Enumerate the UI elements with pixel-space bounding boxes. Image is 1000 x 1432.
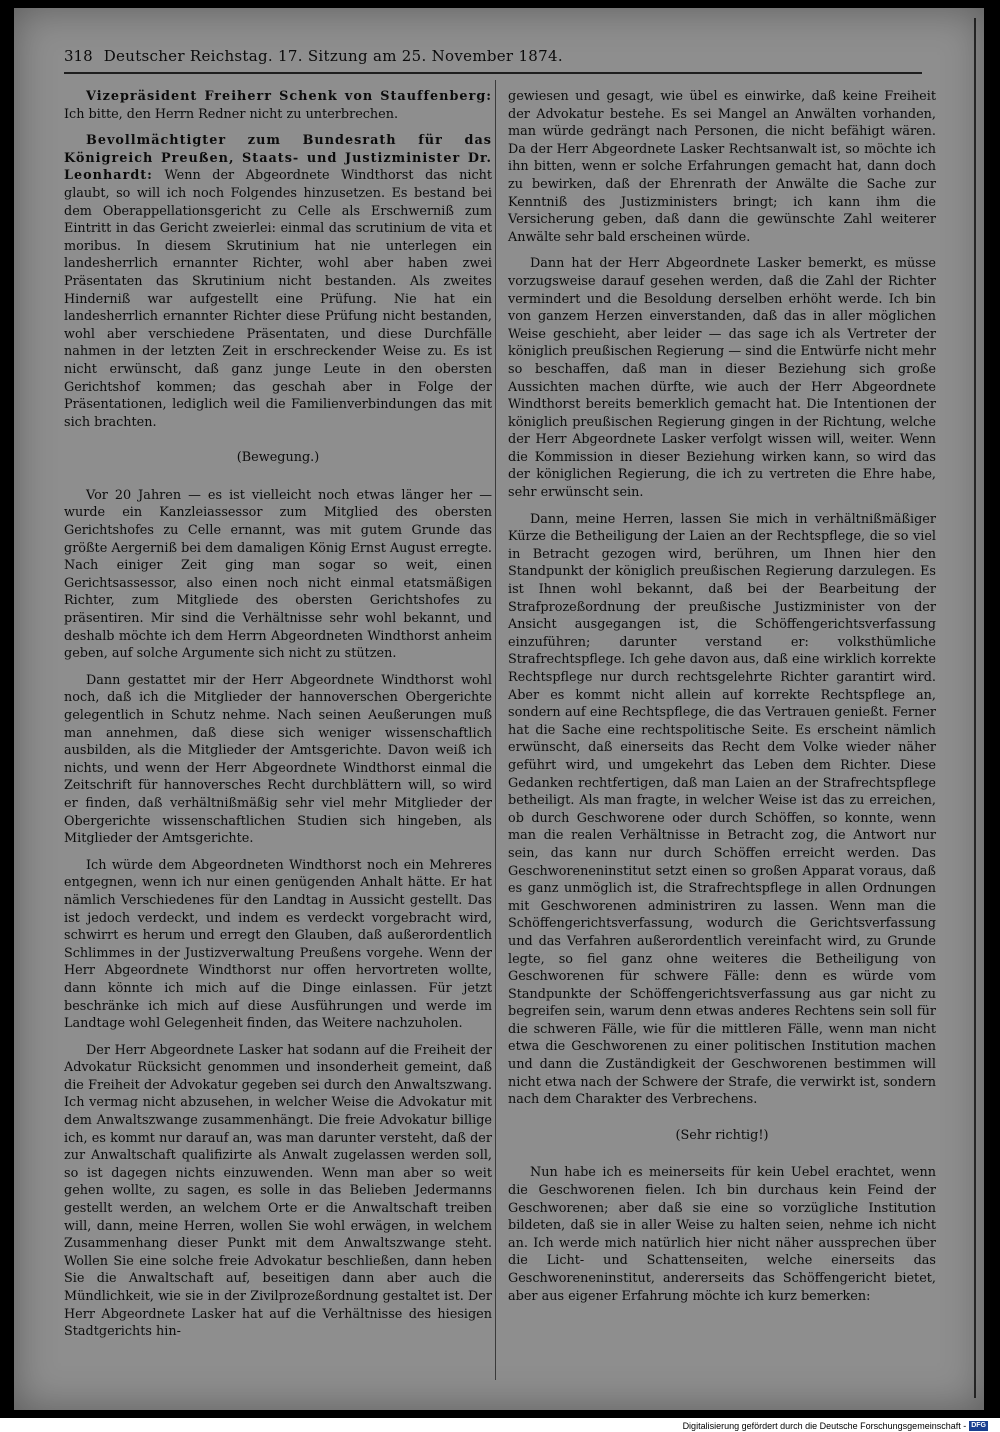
newspaper-page	[14, 8, 984, 1410]
paragraph-text: gewiesen und gesagt, wie übel es einwirke, daß keine Freiheit der Advokatur bestehe. Es sei Mangel an Anwälten vorhanden, man würde gedrängt nach Personen, die nicht befähigt wären. Da der Herr Abgeordnete Lasker Rechtsanwalt ist, so möchte ich ihn bitten, wenn er solche Erfahrungen gemacht hat, dann doch zu bewirken, daß der Ehrenrath der Anwälte die Sache zur Kenntniß des Justizministers bringt; ich kann ihm die Versicherung geben, daß dann die gewünschte Zahl weiterer Anwälte sehr bald erscheinen würde.	[508, 89, 936, 245]
paragraph-text: Nun habe ich es meinerseits für kein Uebel erachtet, wenn die Geschworenen fielen. Ich bin durchaus kein Feind der Geschworenen; aber daß sie eine so vorzügliche Institution bildeten, daß sie in aller Weise zu halten seien, nehme ich nicht an. Ich werde mich natürlich hier nicht näher aussprechen über die Licht- und Schattenseiten, welche einerseits das Geschworeneninstitut, andererseits das Schöffengericht bietet, aber aus eigener Erfahrung möchte ich kurz bemerken:	[508, 1165, 936, 1304]
paragraph-text: Der Herr Abgeordnete Lasker hat sodann auf die Freiheit der Advokatur Rücksicht genommen und insonderheit gemeint, daß die Freiheit der Advokatur gegeben sei durch den Anwaltszwang. Ich vermag nicht abzusehen, in welcher Weise die Advokatur mit dem Anwaltszwange zusammenhängt. Die freie Advokatur billige ich, es kommt nur darauf an, was man darunter versteht, daß der zur Anwaltschaft qualifizirte als Anwalt zugelassen werden soll, so ist dagegen nichts einzuwenden. Wenn man aber so weit gehen wollte, zu sagen, es solle in das Belieben Jedermanns gestellt werden, an welchem Orte er die Anwaltschaft treiben will, dann, meine Herren, wollen Sie wohl erwägen, in welchem Zusammenhang dieser Punkt mit dem Anwaltszwange steht. Wollen Sie eine solche freie Advokatur beschließen, dann heben Sie die Anwaltschaft auf, beseitigen dann aber auch die Mündlichkeit, wie sie in der Zivilprozeßordnung gestaltet ist. Der Herr Abgeordnete Lasker hat auf die Verhältnisse des hiesigen Stadtgerichts hin-	[64, 1042, 492, 1340]
paragraph-text: Dann hat der Herr Abgeordnete Lasker bemerkt, es müsse vorzugsweise darauf gesehen werden, daß die Zahl der Richter vermindert und die Besoldung derselben erhöht werde. Ich bin von ganzem Herzen einverstanden, daß das in aller möglichen Weise geschieht, aber leider — das sage ich als Vertreter der königlich preußischen Regierung — sind die Entwürfe nicht mehr so beschaffen, daß man in dieser Beziehung sich große Aussichten machen dürfte, wie auch der Herr Abgeordnete Windthorst bereits bemerklich gemacht hat. Die Intentionen der königlich preußischen Regierung gingen in der Richtung, welche der Herr Abgeordnete Lasker verfolgt wissen will, weiter. Wenn die Kommission in dieser Beziehung wirken kann, so wird das der königlichen Regierung, die ich zu vertreten die Ehre habe, sehr erwünscht sein.	[508, 256, 936, 501]
paragraph-text: Ich bitte, den Herrn Redner nicht zu unterbrechen.	[64, 106, 399, 122]
body-paragraph	[508, 88, 936, 246]
paragraph-text: Dann gestattet mir der Herr Abgeordnete Windthorst wohl noch, daß ich die Mitglieder der hannoverschen Obergerichte gelegentlich in Schutz nehme. Nach seinen Aeußerungen muß man annehmen, daß diese sich weniger wissenschaftlich ausbilden, als die Mitglieder der Amtsgerichte. Davon weiß ich nichts, und wenn der Herr Abgeordnete Windthorst einmal die Zeitschrift für hannoversches Recht durchblättern will, so wird er finden, daß verhältnißmäßig sehr viel mehr Mitglieder der Obergerichte wissenschaftlichen Studien sich hingeben, als Mitglieder der Amtsgerichte.	[64, 672, 492, 847]
left-column	[64, 88, 492, 1350]
right-column	[508, 88, 936, 1314]
body-paragraph	[508, 1164, 936, 1305]
column-divider	[495, 80, 496, 1380]
page-edge-rule	[974, 18, 976, 1398]
body-paragraph	[64, 672, 492, 848]
stage-direction	[64, 449, 492, 467]
speaker-name: Vizepräsident Freiherr Schenk von Stauffenberg:	[86, 89, 492, 104]
body-paragraph	[508, 255, 936, 501]
stage-direction-text: (Bewegung.)	[236, 450, 320, 466]
paragraph-text: Vor 20 Jahren — es ist vielleicht noch etwas länger her — wurde ein Kanzleiassessor zum Mitglied des obersten Gerichtshofes zu Celle ernannt, was mit gutem Grunde das größte Aergerniß bei dem damaligen König Ernst August erregte. Nach einiger Zeit ging man sogar so weit, einen Gerichtsassessor, also einen noch nicht einmal etatsmäßigen Richter, zum Mitgliede des obersten Gerichtshofes zu präsentiren. Mir sind die Verhältnisse sehr wohl bekannt, und deshalb möchte ich dem Herrn Abgeordneten Windthorst anheim geben, auf solche Argumente sich nicht zu stützen.	[64, 487, 492, 662]
page-number: 318	[64, 47, 93, 65]
dfg-logo: DFG	[971, 1422, 986, 1429]
stage-direction	[508, 1127, 936, 1145]
header-rule	[64, 72, 922, 74]
stage-direction-text: (Sehr richtig!)	[675, 1127, 769, 1143]
paragraph-text: Ich würde dem Abgeordneten Windthorst noch ein Mehreres entgegnen, wenn ich nur einen genügenden Anhalt hätte. Er hat nämlich Verschiedenes für den Landtag in Aussicht gestellt. Das ist jedoch verdeckt, und indem es verdeckt vorgebracht wird, schwirrt es herum und erregt den Glauben, daß außerordentlich Schlimmes in der Justizverwaltung Preußens vorgehe. Wenn der Herr Abgeordnete Windthorst nur offen hervortreten wollte, dann könnte ich mich auf die Dinge einlassen. Für jetzt beschränke ich mich auf diese Ausführungen und werde im Landtage wohl Gelegenheit finden, das Weitere nachzuholen.	[64, 857, 492, 1032]
paragraph-text: Wenn der Abgeordnete Windthorst das nicht glaubt, so will ich noch Folgendes hinzusetzen. Es bestand bei dem Oberappellationsgericht zu Celle als Erschwerniß zum Eintritt in das Gericht zweierlei: einmal das scrutinium de vita et moribus. In diesem Skrutinium hat nie unterlegen ein landesherrlich ernannter Richter, wohl aber haben zwei Präsentaten das Skrutinium nicht bestanden. Als zweites Hinderniß war aufgestellt eine Prüfung. Nie hat ein landesherrlich ernannter Richter diese Prüfung nicht bestanden, wohl aber verschiedene Präsentaten, und diese Durchfälle nahmen in der letzten Zeit in erschreckender Weise zu. Es ist nicht erwünscht, daß ganz junge Leute in den obersten Gerichtshof kommen; das geschah aber in Folge der Präsentationen, lediglich weil die Familienverbindungen das mit sich brachten.	[64, 168, 492, 430]
page-header	[64, 46, 734, 66]
body-paragraph	[64, 487, 492, 663]
speech-paragraph	[64, 132, 492, 431]
body-paragraph	[64, 857, 492, 1033]
footer-text: Digitalisierung gefördert durch die Deutsche Forschungsgemeinschaft -	[682, 1421, 967, 1431]
speaker-name: Bevollmächtigter zum Bundesrath für das Königreich Preußen, Staats- und Justizminister Dr. Leonhardt:	[64, 133, 492, 184]
header-title: Deutscher Reichstag. 17. Sitzung am 25. November 1874.	[103, 47, 563, 65]
body-paragraph	[508, 511, 936, 1109]
footer-credit	[683, 1421, 988, 1431]
body-paragraph	[64, 1042, 492, 1341]
paragraph-text: Dann, meine Herren, lassen Sie mich in verhältnißmäßiger Kürze die Betheiligung der Laien an der Rechtspflege, die so viel in Betracht gezogen wird, berühren, um Ihnen hier den Standpunkt der königlich preußischen Regierung darzulegen. Es ist Ihnen wohl bekannt, daß bei der Bearbeitung der Strafprozeßordnung der preußische Justizminister von der Ansicht ausgegangen ist, die Schöffengerichtsverfassung einzuführen; darunter verstand er: volksthümliche Strafrechtspflege. Ich gehe davon aus, daß eine wirklich korrekte Rechtspflege nur durch rechtsgelehrte Richter garantirt wird. Aber es kommt nicht allein auf korrekte Rechtspflege an, sondern auf eine Rechtspflege, die das Vertrauen genießt. Ferner hat die Sache eine rechtspolitische Seite. Es erscheint nämlich erwünscht, daß einerseits das Recht dem Volke wieder näher geführt wird, und umgekehrt das Leben dem Richter. Diese Gedanken rechtfertigen, daß man Laien an der Strafrechtspflege betheiligt. Als man fragte, in welcher Weise ist das zu erreichen, ob durch Geschworene oder durch Schöffen, so konnte, wenn man die realen Verhältnisse in Betracht zog, die Antwort nur sein, das kann nur durch Schöffen erreicht werden. Das Geschworeneninstitut setzt einen so großen Apparat voraus, daß es ganz unmöglich ist, die Strafrechtspflege in allen Ordnungen mit Geschworenen administriren zu lassen. Wenn man die Schöffengerichtsverfassung, wodurch die Gerichtsverfassung und das Verfahren außerordentlich vereinfacht wird, zu Grunde legte, so fiel ganz ohne weiteres die Betheiligung von Geschworenen für schwere Fälle: denn es würde vom Standpunkte der Schöffengerichtsverfassung aus gar nicht zu begreifen sein, warum denn etwas anderes Rechtens sein soll für die schweren Fälle, wie für die mittleren Fälle, wenn man nicht etwa die Geschworenen zu einer politischen Institution machen und dann die Zuständigkeit der Geschworenen bestimmen will nicht etwa nach der Schwere der Strafe, die verwirkt ist, sondern nach dem Charakter des Verbrechens.	[508, 511, 936, 1108]
speech-paragraph	[64, 88, 492, 123]
